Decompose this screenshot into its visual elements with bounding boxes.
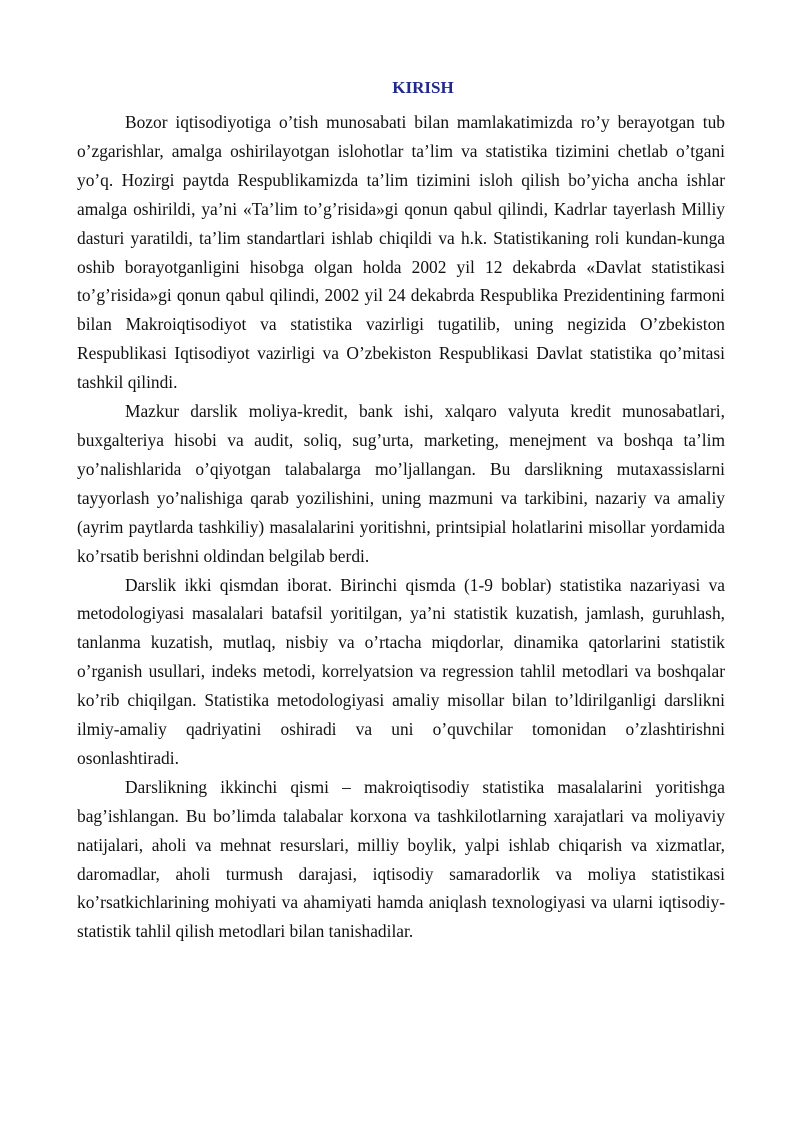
- page-title: KIRISH: [392, 78, 454, 97]
- paragraph-3: Darslik ikki qismdan iborat. Birinchi qismda (1-9 boblar) statistika nazariyasi va metodologiyasi masalalari batafsil yoritilgan, ya’ni statistik kuzatish, jamlash, guruhlash, tanlanma kuzatish, mutlaq, nisbiy va o’rtacha miqdorlar, dinamika qatorlarini statistik o’rganish usullari, indeks metodi, korrelyatsion va regression tahlil metodlari va boshqalar ko’rib chiqilgan. Statistika metodologiyasi amaliy misollar bilan to’ldirilganligi darslikni ilmiy-amaliy qadriyatini oshiradi va uni o’quvchilar tomonidan o’zlashtirishni osonlashtiradi.: [77, 574, 725, 768]
- paragraph-4: Darslikning ikkinchi qismi – makroiqtisodiy statistika masalalarini yoritishga bag’ishlangan. Bu bo’limda talabalar korxona va tashkilotlarning xarajatlari va moliyaviy natijalari, aholi va mehnat resurslari, milliy boylik, yalpi ishlab chiqarish va xizmatlar, daromadlar, aholi turmush darajasi, iqtisodiy samaradorlik va moliya statistikasi ko’rsatkichlarining mohiyati va ahamiyati hamda aniqlash texnologiyasi va ularni iqtisodiy-statistik tahlil qilish metodlari bilan tanishadilar.: [77, 776, 725, 942]
- document-page: [77, 74, 725, 946]
- paragraph-2: Mazkur darslik moliya-kredit, bank ishi, xalqaro valyuta kredit munosabatlari, buxgalteriya hisobi va audit, soliq, sug’urta, marketing, menejment va boshqa ta’lim yo’nalishlarida o’qiyotgan talabalarga mo’ljallangan. Bu darslikning mutaxassislarni tayyorlash yo’nalishiga qarab yozilishini, uning mazmuni va tarkibini, nazariy va amaliy (ayrim paytlarda tashkiliy) masalalarini yoritishni, printsipial holatlarini misollar yordamida ko’rsatib berishni oldindan belgilab berdi.: [77, 401, 725, 566]
- paragraph-1: Bozor iqtisodiyotiga o’tish munosabati bilan mamlakatimizda ro’y berayotgan tub o’zgarishlar, amalga oshirilayotgan islohotlar ta’lim va statistika tizimini chetlab o’tgani yo’q. Hozirgi paytda Respublikamizda ta’lim tizimini isloh qilish bo’yicha ancha ishlar amalga oshirildi, ya’ni «Ta’lim to’g’risida»gi qonun qabul qilindi, Kadrlar tayerlash Milliy dasturi yaratildi, ta’lim standartlari ishlab chiqildi va h.k. Statistikaning roli kundan-kunga oshib borayotganligini hisobga olgan holda 2002 yil 12 dekabrda «Davlat statistikasi to’g’risida»gi qonun qabul qilindi, 2002 yil 24 dekabrda Respublika Prezidentining farmoni bilan Makroiqtisodiyot va statistika vazirligi tugatilib, uning negizida O’zbekiston Respublikasi Iqtisodiyot vazirligi va O’zbekiston Respublikasi Davlat statistika qo’mitasi tashkil qilindi.: [77, 112, 725, 393]
